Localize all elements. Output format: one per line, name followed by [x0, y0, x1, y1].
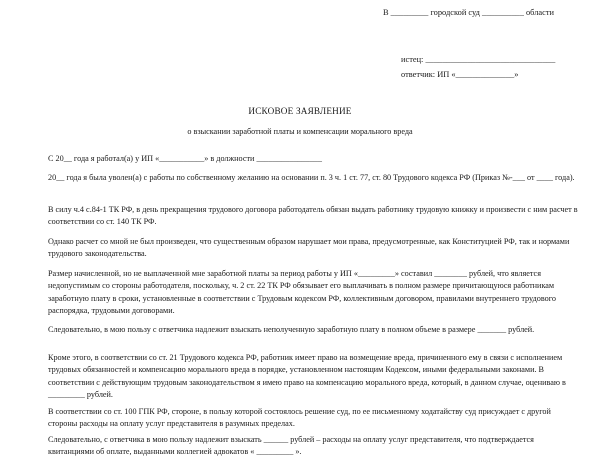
paragraph-claim-wages: Следовательно, в мою пользу с ответчика надлежит взыскать неполученную заработную плату в полном объеме в размере _______ рублей.	[48, 325, 535, 334]
paragraph-legal-costs-claim: Следовательно, с ответчика в мою пользу надлежит взыскать ______ рублей – расходы на оплату услуг представителя, что подтверждается квитанциями об оплате, выданными коллегией адвокатов « _________ ».	[48, 435, 534, 457]
paragraph-legal-costs-basis: В соответствии со ст. 100 ГПК РФ, стороне, в пользу которой состоялось решение суд, по ее письменному ходатайству суд присуждает с другой стороны расходы на оплату услуг представителя в разумных пределах.	[48, 407, 551, 429]
paragraph-unpaid-amount: Размер начисленной, но не выплаченной мне заработной платы за период работы у ИП «_________» составил ________ рублей, что является недопустимым со стороны работодателя, поскольку, ч. 2 ст. 22 ТК РФ обязывает его выплачивать в полном размере причитающуюся работникам заработную плату в сроки, установленные в соответствии с Трудовым кодексом РФ, коллективным договором, правилами внутреннего трудового распорядка, трудовыми договорами.	[48, 269, 557, 316]
document-title: ИСКОВОЕ ЗАЯВЛЕНИЕ	[248, 106, 352, 116]
paragraph-dismissal: 20__ года я была уволен(а) с работы по собственному желанию на основании п. 3 ч. 1 ст. 77, ст. 80 Трудового кодекса РФ (Приказ №-___ от ____ года).	[48, 173, 575, 182]
paragraph-violation: Однако расчет со мной не был произведен, что существенным образом нарушает мои права, предусмотренные, как Конституцией РФ, так и нормами трудового законодательства.	[48, 237, 570, 259]
court-line: В _________ городской суд __________ области	[383, 8, 554, 17]
paragraph-legal-basis: В силу ч.4 с.84-1 ТК РФ, в день прекращения трудового договора работодатель обязан выдать работнику трудовую книжку и произвести с ним расчет в соответствии со ст. 140 ТК РФ.	[48, 205, 578, 227]
paragraph-moral-damage: Кроме этого, в соответствии со ст. 21 Трудового кодекса РФ, работник имеет право на возмещение вреда, причиненного ему в связи с исполнением трудовых обязанностей и компенсацию морального вреда в порядке, установленном настоящим Кодексом, иными федеральными законами. В соответствии с действующим трудовым законодательством я имею право на компенсацию морального вреда, который, в данном случае, оцениваю в _________ рублей.	[48, 353, 566, 400]
paragraph-employment-start: С 20__ года я работал(а) у ИП «___________» в должности ________________	[48, 154, 322, 163]
plaintiff-line: истец: _______________________________	[401, 55, 556, 64]
document-subtitle: о взыскании заработной платы и компенсации морального вреда	[187, 127, 413, 136]
defendant-line: ответчик: ИП «______________»	[401, 70, 519, 79]
